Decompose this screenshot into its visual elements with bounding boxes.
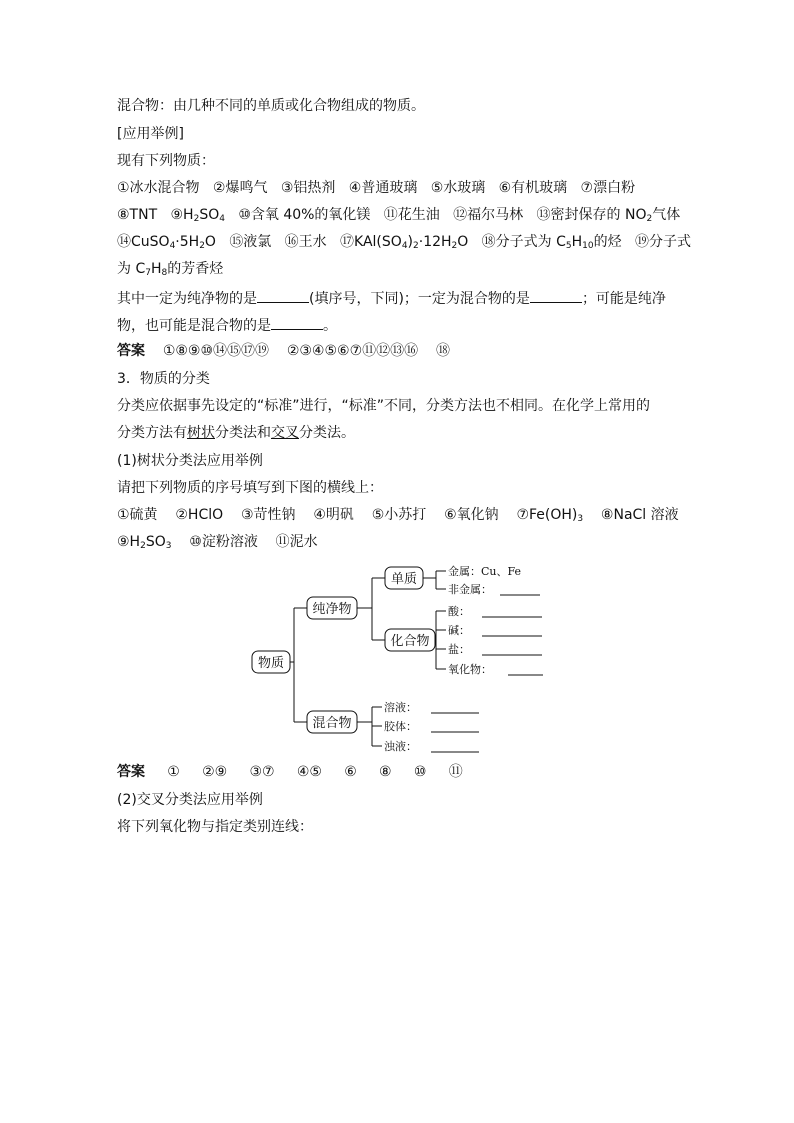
answer-blank[interactable] [257,288,309,303]
substance-item: ②爆鸣气 [212,180,268,196]
section-title: 3．物质的分类 [117,371,210,387]
substance-item: ⑤水玻璃 [430,180,486,196]
answer-value: ②⑨ [202,764,228,780]
item: ④明矾 [313,507,354,523]
answer-value: ②③④⑤⑥⑦⑪⑫⑬⑯ [286,343,419,359]
answer-label: 答案 [117,764,145,780]
item: ②HClO [175,507,224,523]
answer-label: 答案 [117,343,145,359]
substance-item: ⑩含氧 40%的氧化镁 [238,207,371,223]
item: ⑥氧化钠 [444,507,499,523]
answer-value: ① [167,764,180,780]
answer-value: ⑩ [413,764,427,780]
mixture-definition: 混合物：由几种不同的单质或化合物组成的物质。 [117,98,425,114]
substance-item: ③铝热剂 [280,180,336,196]
substance-item: ⑲分子式 [634,234,691,250]
classification-tree-diagram [250,560,570,760]
substance-item: ⑫福尔马林 [453,207,524,223]
leaf-oxide: 氧化物： [448,663,492,676]
leaf-colloid: 胶体： [384,720,417,733]
substance-item: $⑰KAl(SO_4)_2\cdot 12H_2O$ [340,234,469,251]
keyword-tree: 树状 [187,425,215,441]
substance-item: ①冰水混合物 [117,180,200,196]
example-heading: [应用举例] [117,126,184,142]
substances-lead: 现有下列物质： [117,153,215,169]
item: ③苛性钠 [240,507,296,523]
substance-item: $⑭CuSO_4\cdot 5H_2O$ [117,234,216,251]
item: $⑦Fe(OH)_3$ [516,507,584,524]
substance-item: ⑱分子式为 $C_5H_{10}$的烃 [481,234,622,251]
substance-item: ⑯王水 [284,234,327,250]
item: ⑤小苏打 [371,507,427,523]
node-compound: 化合物 [390,634,430,649]
answer-value: ⑪ [448,764,463,780]
item: $⑨H_2SO_3$ [117,534,172,551]
item: ⑪泥水 [275,534,318,550]
substance-list-row4 [117,260,223,278]
subsection-lead: 将下列氧化物与指定类别连线： [117,819,313,835]
substance-item: ⑥有机玻璃 [498,180,568,196]
leaf-solution: 溶液： [384,701,417,714]
answer-value: ①⑧⑨⑩⑭⑮⑰⑲ [162,343,270,359]
items-row2 [117,533,318,551]
items-row1 [117,506,679,524]
answer-value: ③⑦ [249,764,275,780]
substance-item: ⑬密封保存的 $NO_2$气体 [536,207,681,224]
answer-blank[interactable] [271,315,323,330]
section-paragraph: 分类方法有树状分类法和交叉分类法。 [117,425,355,441]
item: ⑩淀粉溶液 [189,534,258,550]
answer-line-1 [117,342,450,360]
substance-list-row1 [117,179,635,197]
subsection-title: (2)交叉分类法应用举例 [117,792,263,808]
node-mixture: 混合物 [312,716,352,731]
leaf-base: 碱： [448,624,470,637]
answer-value: ④⑤ [296,764,322,780]
answer-blank[interactable] [530,288,582,303]
answer-line-2 [117,763,463,781]
question-line1: 其中一定为纯净物的是 (填序号，下同)；一定为混合物的是 ；可能是纯净 [117,288,666,308]
leaf-nonmetal: 非金属： [448,583,492,596]
question-line2: 物，也可能是混合物的是 。 [117,315,337,335]
section-paragraph: 分类应依据事先设定的“标准”进行，“标准”不同，分类方法也不相同。在化学上常用的 [117,398,651,414]
leaf-metal: 金属：Cu、Fe [448,565,522,578]
node-element: 单质 [390,572,418,587]
substance-item: 为 $C_7H_8$的芳香烃 [117,261,224,278]
leaf-suspension: 浊液： [384,740,417,753]
answer-value: ⑱ [435,343,450,359]
subsection-title: (1)树状分类法应用举例 [117,453,263,469]
substance-list-row2 [117,206,680,224]
substance-item: ⑮液氯 [229,234,272,250]
leaf-salt: 盐： [448,643,470,656]
substance-list-row3 [117,233,691,251]
leaf-acid: 酸： [448,605,470,618]
node-matter: 物质 [257,656,285,671]
answer-value: ⑧ [379,764,392,780]
item: ①硫黄 [117,507,158,523]
substance-item: $⑨H_2SO_4$ [170,207,225,224]
substance-item: ⑦漂白粉 [580,180,636,196]
item: ⑧NaCl 溶液 [600,507,679,523]
subsection-lead: 请把下列物质的序号填写到下图的横线上： [117,480,383,496]
keyword-cross: 交叉 [271,425,299,441]
substance-item: ⑪花生油 [383,207,440,223]
node-pure-substance: 纯净物 [312,602,352,617]
substance-item: ④普通玻璃 [348,180,418,196]
answer-value: ⑥ [344,764,357,780]
substance-item: ⑧TNT [117,207,158,223]
